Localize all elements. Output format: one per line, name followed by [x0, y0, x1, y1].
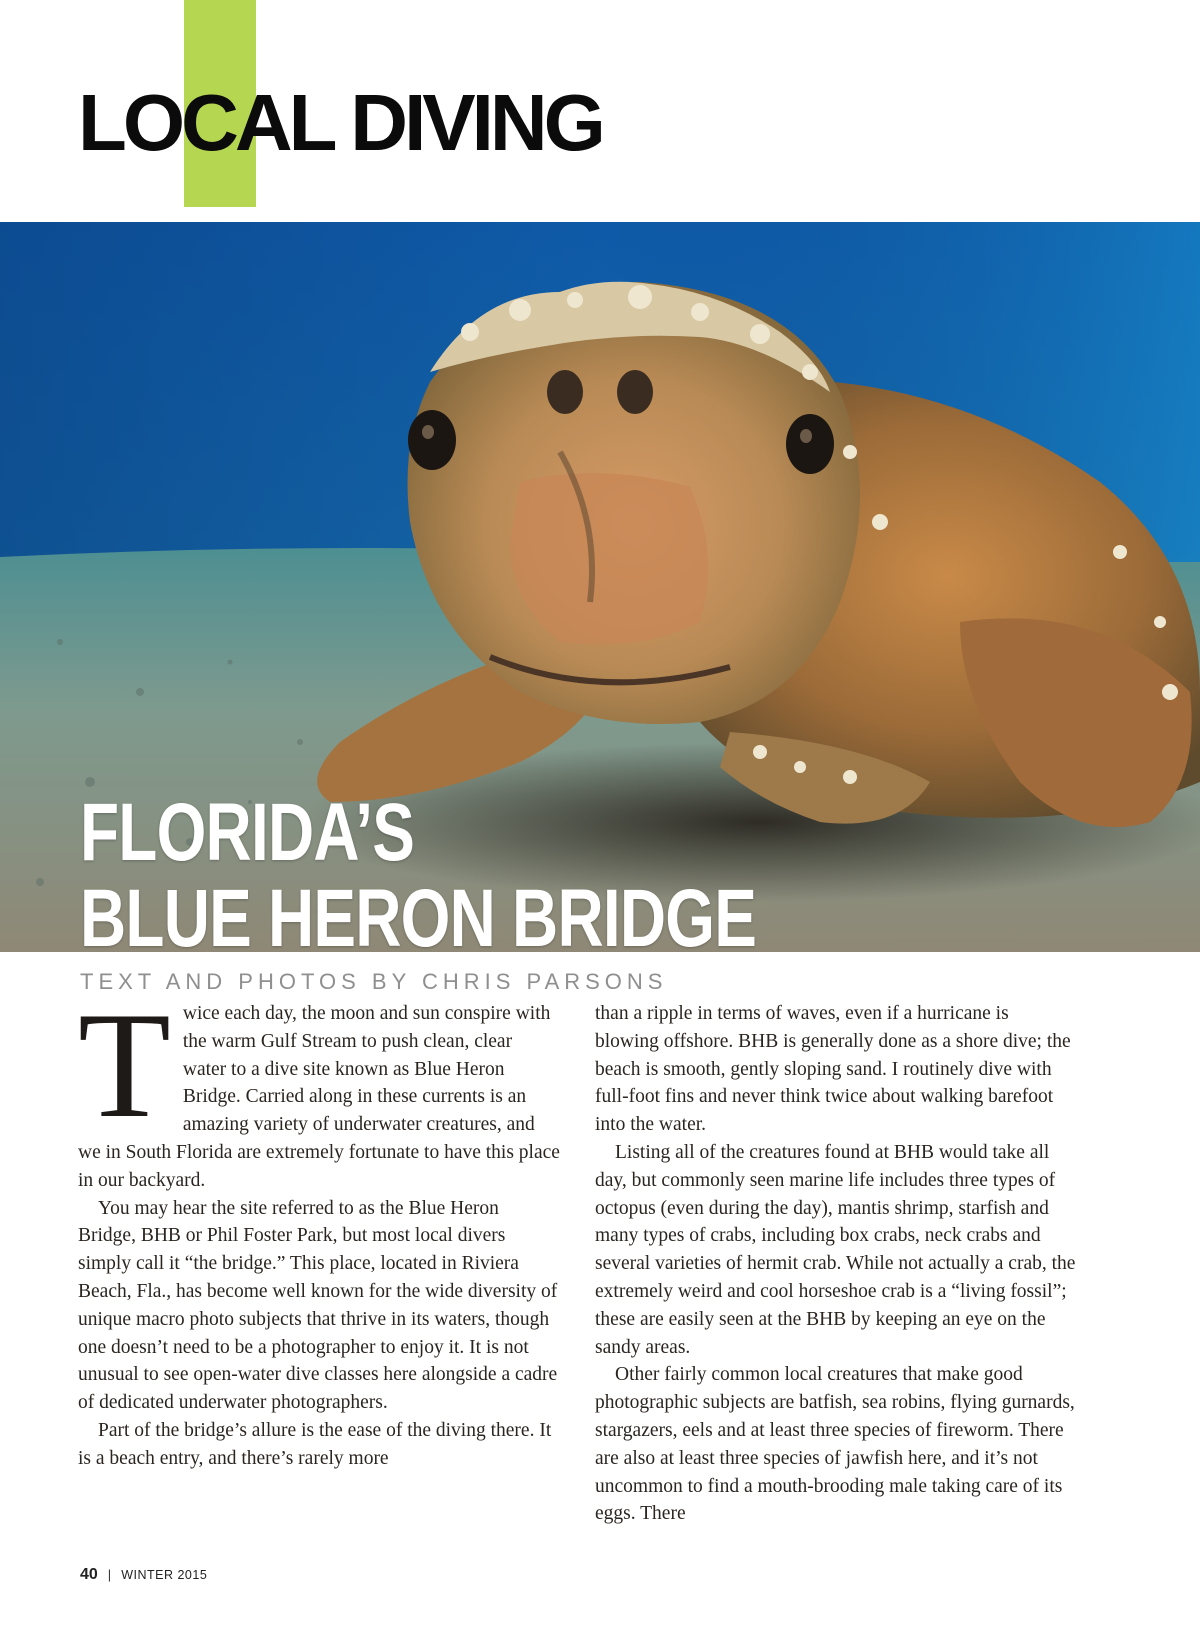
headline-line-1: FLORIDA’S: [80, 787, 415, 878]
paragraph-text: wice each day, the moon and sun conspire with the warm Gulf Stream to push clean, clear water to a dive site known as Blue Heron Bridge. Carried along in these currents is an amazing variety of underwater creatures, and we in South Florida are extremely fortunate to have this place in our backyard.: [78, 1003, 560, 1191]
section-title: LOCAL DIVING: [78, 78, 602, 167]
article-paragraph: Part of the bridge’s allure is the ease of the diving there. It is a beach entry, and there’s rarely more: [78, 1419, 552, 1469]
article-column-left: [78, 981, 560, 1473]
article-paragraph: than a ripple in terms of waves, even if a hurricane is blowing offshore. BHB is generally done as a shore dive; the beach is smooth, gently sloping sand. I routinely dive with full-foot fins and never think twice about walking barefoot into the water.: [595, 1003, 1071, 1136]
article-paragraph: You may hear the site referred to as the Blue Heron Bridge, BHB or Phil Foster Park, but most local divers simply call it “the bridge.” This place, located in Riviera Beach, Fla., has become well known for the wide diversity of unique macro photo subjects that thrive in its waters, though one doesn’t need to be a photographer to enjoy it. It is not unusual to see open-water dive classes here alongside a cadre of dedicated underwater photographers.: [78, 1197, 558, 1414]
page-number: 40: [80, 1566, 98, 1583]
drop-cap: T: [78, 981, 171, 1149]
page-footer: [80, 1566, 207, 1584]
article-paragraph: [78, 981, 560, 1195]
article-column-right: [595, 1000, 1077, 1528]
article-paragraph: Listing all of the creatures found at BHB would take all day, but commonly seen marine life includes three types of octopus (even during the day), mantis shrimp, starfish and many types of crabs, including box crabs, neck crabs and several varieties of hermit crab. While not actually a crab, the extremely weird and cool horseshoe crab is a “living fossil”; these are easily seen at the BHB by keeping an eye on the sandy areas.: [595, 1141, 1076, 1358]
issue-label: WINTER 2015: [121, 1568, 208, 1582]
footer-separator: |: [107, 1567, 112, 1582]
hero-photo: [0, 222, 1200, 952]
byline: TEXT AND PHOTOS BY CHRIS PARSONS: [80, 969, 668, 994]
article-headline: [80, 787, 757, 952]
headline-line-2: BLUE HERON BRIDGE: [80, 873, 757, 952]
article-paragraph: Other fairly common local creatures that make good photographic subjects are batfish, sea robins, flying gurnards, stargazers, eels and at least three species of fireworm. There are also at least three species of jawfish here, and it’s not uncommon to find a mouth-brooding male taking care of its eggs. There: [595, 1364, 1075, 1525]
